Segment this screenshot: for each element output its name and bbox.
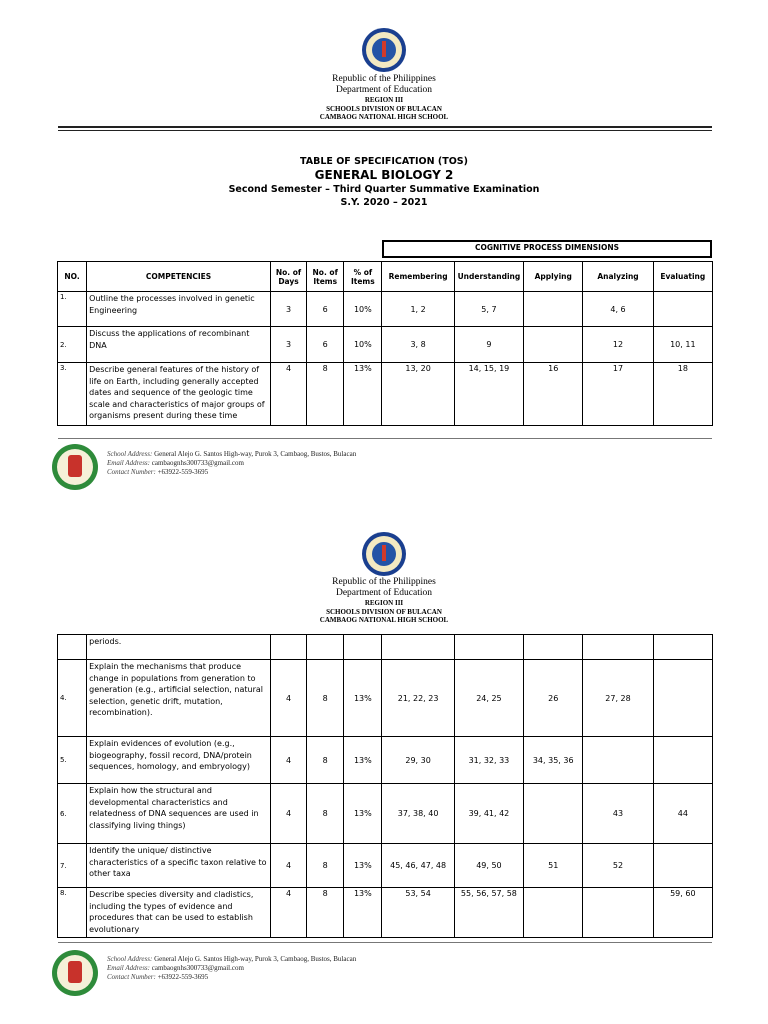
header-division: SCHOOLS DIVISION OF BULACAN — [326, 607, 442, 616]
competency-text: Outline the processes involved in genetic Engineering — [87, 292, 271, 327]
page-header — [0, 577, 768, 625]
row-number: 7. — [58, 844, 87, 888]
items-cell: 8 — [307, 888, 344, 938]
footer-divider — [58, 942, 712, 943]
remembering-cell: 53, 54 — [382, 888, 454, 938]
address-label: School Address: — [107, 450, 153, 458]
col-header-evaluating: Evaluating — [653, 262, 712, 292]
school-address: General Alejo G. Santos High-way, Purok 3, Cambaog, Bustos, Bulacan — [154, 955, 357, 963]
evaluating-cell: 59, 60 — [653, 888, 712, 938]
header-divider — [58, 126, 712, 128]
table-row — [58, 737, 713, 784]
school-logo-icon — [52, 444, 98, 490]
analyzing-cell — [583, 737, 653, 784]
evaluating-cell — [653, 737, 712, 784]
remembering-cell: 37, 38, 40 — [382, 784, 454, 844]
cognitive-dimensions-header: COGNITIVE PROCESS DIMENSIONS — [382, 240, 712, 258]
understanding-cell: 39, 41, 42 — [454, 784, 523, 844]
email-label: Email Address: — [107, 459, 150, 467]
analyzing-cell: 52 — [583, 844, 653, 888]
percent-cell: 13% — [344, 784, 382, 844]
header-region: REGION III — [364, 96, 404, 104]
table-row — [58, 327, 713, 363]
understanding-cell: 55, 56, 57, 58 — [454, 888, 523, 938]
table-header-row — [58, 262, 713, 292]
understanding-cell: 24, 25 — [454, 660, 523, 737]
col-header-days: No. of Days — [270, 262, 306, 292]
school-email[interactable]: cambaognhs300733@gmail.com — [151, 459, 244, 467]
applying-cell — [524, 784, 583, 844]
row-number: 5. — [58, 737, 87, 784]
contact-label: Contact Number: — [107, 973, 156, 981]
row-number: 4. — [58, 660, 87, 737]
header-division: SCHOOLS DIVISION OF BULACAN — [326, 104, 442, 113]
table-row — [58, 660, 713, 737]
competency-text: Identify the unique/ distinctive characteristics of a specific taxon relative to other taxa — [87, 844, 271, 888]
applying-cell: 26 — [524, 660, 583, 737]
percent-cell: 10% — [344, 327, 382, 363]
evaluating-cell: 44 — [653, 784, 712, 844]
table-row — [58, 844, 713, 888]
col-header-remembering: Remembering — [382, 262, 454, 292]
row-number: 2. — [58, 327, 87, 363]
understanding-cell: 14, 15, 19 — [454, 363, 523, 426]
school-address: General Alejo G. Santos High-way, Purok 3, Cambaog, Bustos, Bulacan — [154, 450, 357, 458]
applying-cell: 51 — [524, 844, 583, 888]
contact-label: Contact Number: — [107, 468, 156, 476]
col-header-competencies: COMPETENCIES — [87, 262, 271, 292]
header-department: Department of Education — [335, 588, 433, 598]
percent-cell: 10% — [344, 292, 382, 327]
row-number: 1. — [58, 292, 87, 327]
competency-text: Explain evidences of evolution (e.g., biogeography, fossil record, DNA/protein sequences, homology, and embryology) — [87, 737, 271, 784]
header-school: CAMBAOG NATIONAL HIGH SCHOOL — [319, 616, 449, 624]
days-cell: 4 — [270, 363, 306, 426]
table-row — [58, 888, 713, 938]
days-cell: 4 — [270, 737, 306, 784]
days-cell: 4 — [270, 784, 306, 844]
remembering-cell: 21, 22, 23 — [382, 660, 454, 737]
remembering-cell: 45, 46, 47, 48 — [382, 844, 454, 888]
col-header-applying: Applying — [524, 262, 583, 292]
competency-text: Describe species diversity and cladistics, including the types of evidence and procedures that can be used to establish evolutionary — [87, 888, 271, 938]
analyzing-cell: 12 — [583, 327, 653, 363]
items-cell: 8 — [307, 784, 344, 844]
applying-cell — [524, 888, 583, 938]
days-cell: 3 — [270, 292, 306, 327]
table-row — [58, 363, 713, 426]
col-header-percent: % of Items — [344, 262, 382, 292]
col-header-analyzing: Analyzing — [583, 262, 653, 292]
school-contact-block — [107, 450, 356, 477]
remembering-cell: 29, 30 — [382, 737, 454, 784]
evaluating-cell — [653, 844, 712, 888]
analyzing-cell — [583, 888, 653, 938]
footer-divider — [58, 438, 712, 439]
competency-text: Discuss the applications of recombinant DNA — [87, 327, 271, 363]
row-number — [58, 635, 87, 660]
header-divider-thin — [58, 130, 712, 131]
evaluating-cell — [653, 660, 712, 737]
school-logo-icon — [52, 950, 98, 996]
deped-seal-icon — [362, 532, 406, 576]
col-header-no: NO. — [58, 262, 87, 292]
analyzing-cell: 4, 6 — [583, 292, 653, 327]
header-department: Department of Education — [335, 85, 433, 95]
doc-school-year: S.Y. 2020 – 2021 — [340, 197, 428, 208]
percent-cell: 13% — [344, 888, 382, 938]
items-cell: 6 — [307, 327, 344, 363]
row-number: 3. — [58, 363, 87, 426]
applying-cell: 16 — [524, 363, 583, 426]
evaluating-cell: 18 — [653, 363, 712, 426]
days-cell: 4 — [270, 660, 306, 737]
percent-cell: 13% — [344, 363, 382, 426]
applying-cell: 34, 35, 36 — [524, 737, 583, 784]
table-row — [58, 292, 713, 327]
row-number: 6. — [58, 784, 87, 844]
row-number: 8. — [58, 888, 87, 938]
items-cell: 8 — [307, 844, 344, 888]
deped-seal-icon — [362, 28, 406, 72]
school-contact: +63922-559-3695 — [157, 468, 209, 476]
table-row — [58, 635, 713, 660]
header-school: CAMBAOG NATIONAL HIGH SCHOOL — [319, 113, 449, 121]
doc-semester: Second Semester – Third Quarter Summative Examination — [228, 184, 540, 195]
header-country: Republic of the Philippines — [332, 74, 436, 84]
days-cell: 4 — [270, 844, 306, 888]
doc-subject: GENERAL BIOLOGY 2 — [314, 168, 454, 182]
doc-title: TABLE OF SPECIFICATION (TOS) — [300, 156, 468, 167]
remembering-cell: 1, 2 — [382, 292, 454, 327]
page-header — [0, 74, 768, 122]
competency-text: Describe general features of the history of life on Earth, including generally accepted dates and sequence of the geologic time scale and characteristics of major groups of organisms present during these time — [87, 363, 271, 426]
items-cell: 8 — [307, 363, 344, 426]
evaluating-cell — [653, 292, 712, 327]
evaluating-cell: 10, 11 — [653, 327, 712, 363]
understanding-cell: 5, 7 — [454, 292, 523, 327]
applying-cell — [524, 327, 583, 363]
understanding-cell: 9 — [454, 327, 523, 363]
percent-cell: 13% — [344, 737, 382, 784]
items-cell: 8 — [307, 660, 344, 737]
items-cell: 8 — [307, 737, 344, 784]
header-region: REGION III — [364, 599, 404, 607]
applying-cell — [524, 292, 583, 327]
school-contact-block — [107, 955, 356, 982]
col-header-items: No. of Items — [307, 262, 344, 292]
address-label: School Address: — [107, 955, 153, 963]
competency-text: periods. — [87, 635, 271, 660]
col-header-understanding: Understanding — [454, 262, 523, 292]
items-cell: 6 — [307, 292, 344, 327]
remembering-cell: 3, 8 — [382, 327, 454, 363]
competency-text: Explain how the structural and developmental characteristics and relatedness of DNA sequences are used in classifying living things) — [87, 784, 271, 844]
percent-cell: 13% — [344, 660, 382, 737]
analyzing-cell: 43 — [583, 784, 653, 844]
days-cell: 4 — [270, 888, 306, 938]
tos-table-page1 — [57, 261, 713, 426]
table-row — [58, 784, 713, 844]
header-country: Republic of the Philippines — [332, 577, 436, 587]
remembering-cell: 13, 20 — [382, 363, 454, 426]
days-cell: 3 — [270, 327, 306, 363]
competency-text: Explain the mechanisms that produce change in populations from generation to generation (e.g., artificial selection, natural selection, genetic drift, mutation, recombination). — [87, 660, 271, 737]
understanding-cell: 49, 50 — [454, 844, 523, 888]
analyzing-cell: 17 — [583, 363, 653, 426]
analyzing-cell: 27, 28 — [583, 660, 653, 737]
percent-cell: 13% — [344, 844, 382, 888]
school-contact: +63922-559-3695 — [157, 973, 209, 981]
email-label: Email Address: — [107, 964, 150, 972]
understanding-cell: 31, 32, 33 — [454, 737, 523, 784]
school-email[interactable]: cambaognhs300733@gmail.com — [151, 964, 244, 972]
tos-table-page2 — [57, 634, 713, 938]
